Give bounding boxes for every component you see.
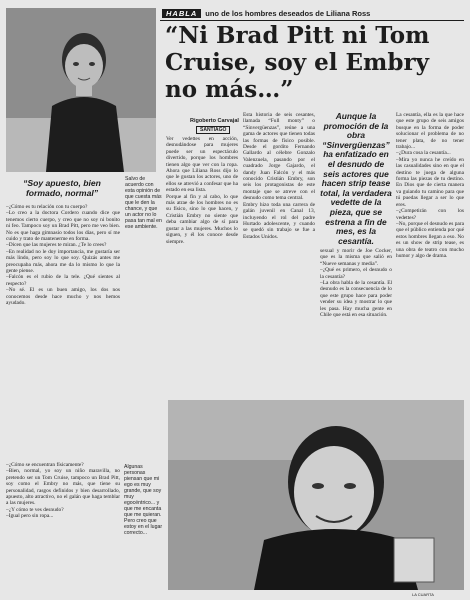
photo-caption-top: Salvo de acuerdo con esta opinión de que cuesta más que le den la chance, y que un actor no lo pasa tan mal en ese ambiente. [125, 176, 162, 230]
photo-caption-bottom: Algunas personas piensan que mi ego es muy grande, que soy muy egocéntrico... y que me encanta que me quieran. Pero creo que estoy en el lugar correcto... [124, 464, 163, 536]
pull-quote-left: “Soy apuesto, bien formado, normal” [23, 178, 101, 198]
byline-author: Rigoberto Carvajal [190, 118, 239, 124]
section-label: HABLA [162, 9, 201, 18]
man-smiling-graphic [168, 400, 464, 590]
article-col-intro: Ver vedettes en acción, desnudándose para mujeres puede ser un espectáculo divertido, porque los hombres tienen algo que ver con la ropa. Ahora que Liliana Ross dijo lo que le gustan los actores, uno de ellos se atrevió a confesar que ha estado en esa lista. Porque al fin y al cabo, lo que más atrae de los hombres no es su físico, sino lo que hacen, y Cristián Embry no siente que deba cambiar algo de sí para gustar a las mujeres. Muchos lo siguen, y él los conoce desde siempre. [166, 136, 238, 245]
footer-credit: LA CUARTA [412, 592, 434, 597]
portrait-photo-top [6, 8, 156, 172]
header-rule [160, 20, 464, 21]
pull-quote-center: Aunque la promoción de la obra “Sinvergüenzas” ha enfatizado en el desnudo de seis actores que hacen strip tease total, la verdadera vedette de la pieza, que se estrena a fin de mes, es la cesantía. [320, 111, 392, 246]
headline: “Ni Brad Pitt ni Tom Cruise, soy el Embry no más…” [165, 22, 430, 103]
byline-section: SANTIAGO [196, 126, 230, 134]
portrait-photo-bottom [168, 400, 464, 590]
article-col-right: La cesantía, ella es la que hace que este grupo de seis amigos busque en la forma de poder solucionar el problema de no tener plata, de no tener trabajo... –¿Dura cosa la cesantía... –Mira yo nunca he creído en las casualidades sino en que el destino te juega de alguna forma las piezas de tu destino. En Dios que de cierta manera va guiando tu camino para que tú puedas llegar a ser lo que eres. –¿Competirán con los vedettes? –No, porque el desnudo es para que el público entienda por qué estos hombres llegan a eso. No es un show de strip tease, es una obra de teatro con mucho humor y algo de drama. [396, 112, 464, 259]
article-col-mid-bottom: sexual y morir de Joe Cocker, que es la misma que salió en “Nueve semanas y media”. –¿Qué es primero, el desnudo o la cesantía? –La obra habla de la cesantía. El desnudo es la consecuencia de lo que este grupo hace para poder vender su idea y mostrar lo que les pasa. Hay mucha gente en Chile que está en esa situación. [320, 248, 392, 319]
kicker-line [162, 8, 370, 19]
article-col-left-qa: –¿Cómo es tu relación con tu cuerpo? –Lo creo a la doctora Cordero cuando dice que tenemos cierto cuerpo, y creo que no soy ni bonito ni feo. Tampoco soy un Brad Pitt, pero me veo bien. No es que haga gimnasio todos los días, pero sí me cuido y trato de mantenerme en forma. –Dicen que las mujeres te miran. ¿Te lo crees? –En realidad no le doy importancia, me gustaría ser más lindo, pero soy lo que soy. Quizás antes me preocupaba más, ahora me da lo mismo lo que la gente piense. –Falcón es el rubio de la tele. ¿Qué sientes al respecto? –No sé. El es un buen amigo, los dos nos conocemos desde hace mucho y nos hemos ayudado. [6, 204, 120, 307]
man-portrait-graphic [6, 8, 156, 172]
kicker-text: uno de los hombres deseados de Liliana Ross [205, 9, 371, 18]
article-col-left-bottom: –¿Cómo se encuentran físicamente? –Bien, normal, yo soy un niño maravilla, no pretendo ser un Tom Cruise, tampoco un Brad Pitt, soy como el Embry no más, que tiene su personalidad, rasgos definidos y bien desarrollado, apuesto, alto atractivo, no el galán que haga temblar a las mujeres. –¿Y cómo te ves desnudo? –Igual pero sin ropa... [6, 462, 120, 520]
article-col-mid: Esta historia de seis cesantes, llamada “Full monty” o “Sinvergüenzas”, reúne a una gama de actores que tienen todas las formas de físico posible. Desde el gordito Fernando Gallardo al célebre Gonzalo Valenzuela, pasando por el cuadrado Jorge Gajardo, el dandy Juan Falcón y el más conocido Cristián Embry, son seis los protagonistas de este montaje que se atreve con el desnudo como tema central. Embry hizo toda una carrera de galán juvenil en Canal 13, incluyendo el rol del padre Hurtado adolescente, y cuando se quedó sin trabajo se fue a Estados Unidos. [243, 112, 315, 240]
